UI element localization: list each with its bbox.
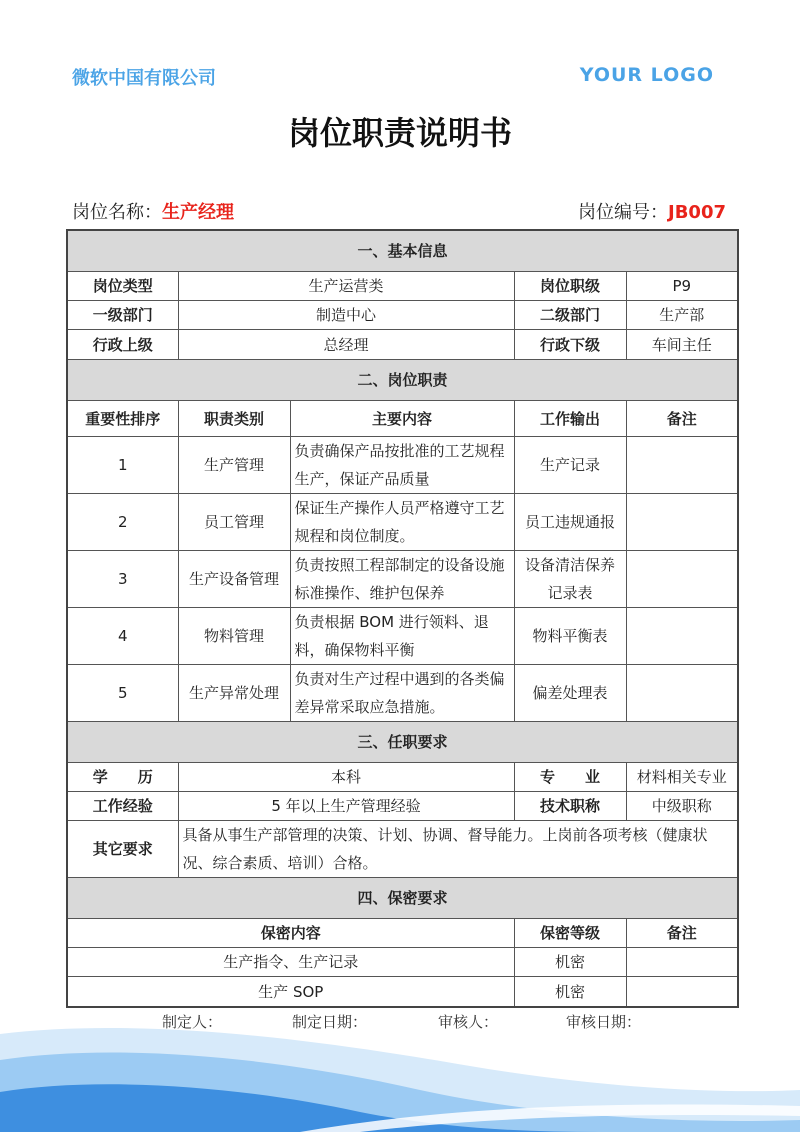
- section-header-duties: [67, 360, 738, 401]
- duty-category: 生产异常处理: [178, 665, 290, 722]
- cell-label: 行政下级: [514, 330, 626, 360]
- duty-row: [67, 437, 738, 494]
- cell-value: 5 年以上生产管理经验: [178, 792, 514, 821]
- duties-header-row: [67, 401, 738, 437]
- footer-reviewer: 审核人：: [438, 1013, 499, 1031]
- wave-decoration: [0, 1020, 800, 1132]
- duty-note: [626, 551, 738, 608]
- cell-label: 行政上级: [67, 330, 178, 360]
- document-title: 岗位职责说明书: [287, 114, 512, 152]
- section-title: 四、保密要求: [67, 878, 738, 919]
- cell-label: 技术职称: [514, 792, 626, 821]
- conf-content: 生产指令、生产记录: [67, 948, 514, 977]
- cell-label: 工作经验: [67, 792, 178, 821]
- requirement-row: [67, 792, 738, 821]
- position-code-value: JB007: [668, 202, 726, 223]
- cell-value: 制造中心: [178, 301, 514, 330]
- confidential-row: [67, 977, 738, 1008]
- position-name: [72, 198, 234, 224]
- duty-rank: 2: [67, 494, 178, 551]
- duty-category: 生产设备管理: [178, 551, 290, 608]
- cell-label: 其它要求: [67, 821, 178, 878]
- cell-value: 材料相关专业: [626, 763, 738, 792]
- cell-value: 车间主任: [626, 330, 738, 360]
- col-header-category: 职责类别: [178, 401, 290, 437]
- section-title: 三、任职要求: [67, 722, 738, 763]
- conf-note: [626, 948, 738, 977]
- duty-output: 物料平衡表: [514, 608, 626, 665]
- duty-category: 员工管理: [178, 494, 290, 551]
- duty-rank: 3: [67, 551, 178, 608]
- section-header-confidential: [67, 878, 738, 919]
- cell-label: 岗位职级: [514, 272, 626, 301]
- section-header-basic: [67, 230, 738, 272]
- requirement-row: [67, 821, 738, 878]
- duty-row: [67, 665, 738, 722]
- footer-make-date: 制定日期：: [292, 1013, 368, 1031]
- cell-label: 二级部门: [514, 301, 626, 330]
- duty-content: 负责根据 BOM 进行领料、退料，确保物料平衡: [290, 608, 514, 665]
- cell-label: 学 历: [67, 763, 178, 792]
- duty-content: 保证生产操作人员严格遵守工艺规程和岗位制度。: [290, 494, 514, 551]
- duty-row: [67, 494, 738, 551]
- conf-level: 机密: [514, 977, 626, 1008]
- duty-category: 物料管理: [178, 608, 290, 665]
- cell-value: 具备从事生产部管理的决策、计划、协调、督导能力。上岗前各项考核（健康状况、综合素质、培训）合格。: [178, 821, 738, 878]
- duty-content: 负责确保产品按批准的工艺规程生产，保证产品质量: [290, 437, 514, 494]
- section-header-requirements: [67, 722, 738, 763]
- footer-review-date: 审核日期：: [566, 1013, 642, 1031]
- duty-note: [626, 494, 738, 551]
- cell-label: 一级部门: [67, 301, 178, 330]
- cell-value: 中级职称: [626, 792, 738, 821]
- duty-note: [626, 437, 738, 494]
- basic-row: [67, 301, 738, 330]
- confidential-row: [67, 948, 738, 977]
- conf-content: 生产 SOP: [67, 977, 514, 1008]
- duty-rank: 4: [67, 608, 178, 665]
- section-title: 二、岗位职责: [67, 360, 738, 401]
- position-name-value: 生产经理: [162, 202, 234, 223]
- duty-content: 负责对生产过程中遇到的各类偏差异常采取应急措施。: [290, 665, 514, 722]
- cell-value: 生产运营类: [178, 272, 514, 301]
- duty-output: 设备清洁保养记录表: [514, 551, 626, 608]
- cell-value: 总经理: [178, 330, 514, 360]
- col-header-note: 备注: [626, 401, 738, 437]
- col-header-conf-content: 保密内容: [67, 919, 514, 948]
- duty-output: 生产记录: [514, 437, 626, 494]
- cell-value: P9: [626, 272, 738, 301]
- company-name: 微软中国有限公司: [72, 68, 216, 89]
- col-header-conf-note: 备注: [626, 919, 738, 948]
- footer-maker: 制定人：: [162, 1013, 223, 1031]
- duty-note: [626, 608, 738, 665]
- duty-note: [626, 665, 738, 722]
- cell-label: 岗位类型: [67, 272, 178, 301]
- logo-text: YOUR LOGO: [579, 64, 714, 86]
- duty-row: [67, 551, 738, 608]
- position-code-label: 岗位编号：: [578, 202, 668, 223]
- col-header-conf-level: 保密等级: [514, 919, 626, 948]
- duty-rank: 1: [67, 437, 178, 494]
- duty-category: 生产管理: [178, 437, 290, 494]
- section-title: 一、基本信息: [67, 230, 738, 272]
- position-name-label: 岗位名称：: [72, 202, 162, 223]
- cell-label: 专 业: [514, 763, 626, 792]
- col-header-content: 主要内容: [290, 401, 514, 437]
- basic-row: [67, 272, 738, 301]
- duty-rank: 5: [67, 665, 178, 722]
- conf-level: 机密: [514, 948, 626, 977]
- conf-note: [626, 977, 738, 1008]
- duty-content: 负责按照工程部制定的设备设施标准操作、维护包保养: [290, 551, 514, 608]
- requirement-row: [67, 763, 738, 792]
- cell-value: 生产部: [626, 301, 738, 330]
- duty-row: [67, 608, 738, 665]
- duty-table: [66, 229, 739, 1008]
- duty-output: 员工违规通报: [514, 494, 626, 551]
- confidential-header-row: [67, 919, 738, 948]
- cell-value: 本科: [178, 763, 514, 792]
- col-header-rank: 重要性排序: [67, 401, 178, 437]
- col-header-output: 工作输出: [514, 401, 626, 437]
- position-code: [578, 198, 726, 224]
- duty-output: 偏差处理表: [514, 665, 626, 722]
- basic-row: [67, 330, 738, 360]
